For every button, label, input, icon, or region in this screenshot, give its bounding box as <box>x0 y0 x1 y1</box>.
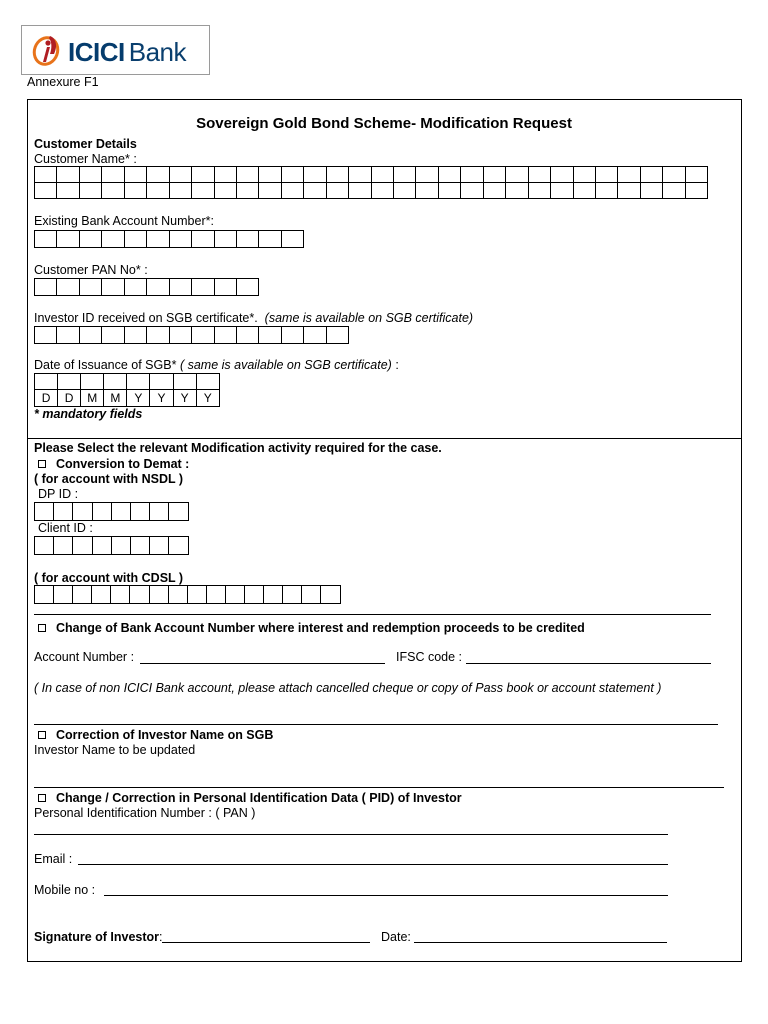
issuance-date-note: ( same is available on SGB certificate) <box>179 358 392 372</box>
signature-line[interactable] <box>162 942 370 943</box>
option-pid[interactable] <box>38 790 462 806</box>
char-box[interactable] <box>79 279 101 296</box>
char-box[interactable] <box>506 183 528 199</box>
char-box[interactable] <box>573 183 595 199</box>
char-box[interactable] <box>192 167 214 183</box>
separator-line <box>34 614 711 615</box>
customer-name-label: Customer Name* : <box>34 152 137 166</box>
bank-change-note: ( In case of non ICICI Bank account, please attach cancelled cheque or copy of Pass book or account statement ) <box>34 681 662 695</box>
mobile-line[interactable] <box>104 895 668 896</box>
modification-heading: Please Select the relevant Modification activity required for the case. <box>34 441 442 455</box>
mandatory-note: * mandatory fields <box>34 407 143 421</box>
char-box[interactable] <box>438 183 460 199</box>
char-box[interactable] <box>281 167 303 183</box>
char-box[interactable] <box>168 586 187 604</box>
name-correction-label: Correction of Investor Name on SGB <box>56 728 274 742</box>
section-divider <box>28 438 741 439</box>
bank-change-label: Change of Bank Account Number where interest and redemption proceeds to be credited <box>56 621 585 635</box>
char-box[interactable] <box>54 537 73 555</box>
char-box[interactable] <box>147 231 169 248</box>
char-box[interactable] <box>192 183 214 199</box>
char-box[interactable] <box>394 167 416 183</box>
char-box[interactable] <box>595 183 617 199</box>
investor-id-text: Investor ID received on SGB certificate*. <box>34 311 258 325</box>
char-box[interactable] <box>35 167 57 183</box>
char-box[interactable] <box>326 327 348 344</box>
char-box[interactable] <box>35 183 57 199</box>
char-box[interactable] <box>169 503 188 521</box>
char-box[interactable] <box>149 586 168 604</box>
account-number-line[interactable] <box>140 663 385 664</box>
char-box[interactable] <box>281 231 303 248</box>
account-number-grid[interactable] <box>34 230 304 248</box>
char-box[interactable] <box>73 537 92 555</box>
char-box[interactable] <box>663 183 685 199</box>
investor-id-grid[interactable] <box>34 326 349 344</box>
char-box[interactable] <box>528 183 550 199</box>
char-box[interactable] <box>147 279 169 296</box>
pid-label: Change / Correction in Personal Identification Data ( PID) of Investor <box>56 791 462 805</box>
bank-change-checkbox[interactable] <box>38 624 46 632</box>
logo-brand: ICICI <box>68 37 125 67</box>
char-box[interactable] <box>35 586 54 604</box>
char-box[interactable] <box>304 183 326 199</box>
annexure-label: Annexure F1 <box>27 75 99 89</box>
logo-bank: Bank <box>128 37 186 67</box>
char-box[interactable] <box>79 167 101 183</box>
char-box[interactable]: D <box>58 390 81 407</box>
char-box[interactable] <box>57 183 79 199</box>
ifsc-label: IFSC code : <box>396 650 462 664</box>
char-box[interactable] <box>483 183 505 199</box>
signature-colon: : <box>159 930 163 944</box>
char-box[interactable] <box>663 167 685 183</box>
mobile-label: Mobile no : <box>34 883 96 897</box>
char-box[interactable] <box>259 327 281 344</box>
char-box[interactable] <box>281 327 303 344</box>
char-box[interactable] <box>416 167 438 183</box>
char-box[interactable] <box>236 327 258 344</box>
char-box[interactable] <box>79 231 101 248</box>
char-box[interactable] <box>349 183 371 199</box>
char-box[interactable] <box>349 167 371 183</box>
char-box[interactable] <box>57 279 79 296</box>
char-box[interactable] <box>618 183 640 199</box>
char-box[interactable] <box>102 167 124 183</box>
char-box[interactable] <box>147 167 169 183</box>
char-box[interactable] <box>551 167 573 183</box>
char-box[interactable] <box>124 279 146 296</box>
nsdl-label: ( for account with NSDL ) <box>34 472 184 486</box>
char-box[interactable] <box>35 537 54 555</box>
char-box[interactable] <box>92 537 111 555</box>
issuance-date-text: Date of Issuance of SGB* <box>34 358 177 372</box>
char-box[interactable] <box>127 374 150 390</box>
char-box[interactable] <box>35 503 54 521</box>
char-box[interactable] <box>196 374 219 390</box>
demat-label: Conversion to Demat : <box>56 457 190 471</box>
char-box[interactable] <box>173 374 196 390</box>
char-box[interactable] <box>259 231 281 248</box>
signature-date-line[interactable] <box>414 942 667 943</box>
char-box[interactable] <box>326 183 348 199</box>
email-label: Email : <box>34 852 73 866</box>
char-box[interactable] <box>54 586 73 604</box>
char-box[interactable] <box>640 167 662 183</box>
pid-checkbox[interactable] <box>38 794 46 802</box>
char-box[interactable] <box>528 167 550 183</box>
char-box[interactable] <box>214 183 236 199</box>
char-box[interactable] <box>150 503 169 521</box>
customer-name-grid[interactable] <box>34 166 708 199</box>
char-box[interactable] <box>225 586 244 604</box>
char-box[interactable]: Y <box>150 390 173 407</box>
char-box[interactable] <box>92 586 111 604</box>
char-box[interactable] <box>187 586 206 604</box>
char-box[interactable] <box>283 586 302 604</box>
char-box[interactable] <box>35 327 57 344</box>
cdsl-label: ( for account with CDSL ) <box>34 571 184 585</box>
char-box[interactable] <box>483 167 505 183</box>
signature-date-label: Date: <box>381 930 411 944</box>
char-box[interactable] <box>214 231 236 248</box>
char-box[interactable] <box>169 537 188 555</box>
char-box[interactable] <box>57 167 79 183</box>
char-box[interactable] <box>551 183 573 199</box>
char-box[interactable] <box>102 279 124 296</box>
char-box[interactable] <box>169 279 191 296</box>
char-box[interactable] <box>264 586 283 604</box>
char-box[interactable] <box>169 231 191 248</box>
char-box[interactable] <box>35 231 57 248</box>
char-box[interactable] <box>206 586 225 604</box>
char-box[interactable]: Y <box>127 390 150 407</box>
char-box[interactable] <box>371 183 393 199</box>
account-number-label: Existing Bank Account Number*: <box>34 214 214 228</box>
char-box[interactable] <box>685 167 707 183</box>
investor-id-note: (same is available on SGB certificate) <box>264 311 474 325</box>
separator-line <box>34 724 718 725</box>
char-box[interactable] <box>394 183 416 199</box>
char-box[interactable] <box>302 586 321 604</box>
char-box[interactable] <box>35 374 58 390</box>
issuance-date-grid[interactable] <box>34 373 220 407</box>
char-box[interactable]: Y <box>196 390 219 407</box>
char-box[interactable] <box>236 183 258 199</box>
char-box[interactable] <box>147 327 169 344</box>
char-box[interactable] <box>150 537 169 555</box>
char-box[interactable] <box>506 167 528 183</box>
char-box[interactable] <box>236 167 258 183</box>
issuance-date-label <box>34 357 399 373</box>
dp-id-grid[interactable] <box>34 502 189 521</box>
signature-text: Signature of Investor <box>34 930 160 944</box>
signature-label <box>34 929 163 945</box>
char-box[interactable] <box>192 231 214 248</box>
char-box[interactable] <box>73 586 92 604</box>
char-box[interactable] <box>124 167 146 183</box>
char-box[interactable] <box>169 327 191 344</box>
char-box[interactable] <box>259 167 281 183</box>
char-box[interactable] <box>236 279 258 296</box>
char-box[interactable] <box>371 167 393 183</box>
char-box[interactable] <box>192 327 214 344</box>
char-box[interactable] <box>214 279 236 296</box>
char-box[interactable] <box>192 279 214 296</box>
demat-checkbox[interactable] <box>38 460 46 468</box>
char-box[interactable]: D <box>35 390 58 407</box>
char-box[interactable] <box>73 503 92 521</box>
logo-text <box>68 38 186 66</box>
char-box[interactable] <box>57 327 79 344</box>
pid-pan-label: Personal Identification Number : ( PAN ) <box>34 806 256 820</box>
char-box[interactable] <box>214 167 236 183</box>
char-box[interactable] <box>102 231 124 248</box>
char-box[interactable] <box>169 167 191 183</box>
char-box[interactable] <box>54 503 73 521</box>
char-box[interactable] <box>618 167 640 183</box>
char-box[interactable] <box>640 183 662 199</box>
char-box[interactable] <box>214 327 236 344</box>
customer-details-heading: Customer Details <box>34 137 137 151</box>
client-id-grid[interactable] <box>34 536 189 555</box>
ifsc-line[interactable] <box>466 663 711 664</box>
char-box[interactable] <box>416 183 438 199</box>
char-box[interactable] <box>124 183 146 199</box>
char-box[interactable] <box>326 167 348 183</box>
bank-logo <box>21 25 210 75</box>
char-box[interactable] <box>236 231 258 248</box>
icici-i-icon <box>30 32 64 68</box>
char-box[interactable] <box>259 183 281 199</box>
char-box[interactable] <box>281 183 303 199</box>
char-box[interactable]: Y <box>173 390 196 407</box>
char-box[interactable] <box>104 374 127 390</box>
char-box[interactable] <box>81 374 104 390</box>
char-box[interactable] <box>102 327 124 344</box>
char-box[interactable]: M <box>81 390 104 407</box>
pid-pan-line[interactable] <box>34 834 668 835</box>
account-number-field-label: Account Number : <box>34 650 135 664</box>
char-box[interactable] <box>573 167 595 183</box>
char-box[interactable] <box>111 537 130 555</box>
char-box[interactable] <box>79 327 101 344</box>
char-box[interactable] <box>147 183 169 199</box>
char-box[interactable] <box>321 586 340 604</box>
char-box[interactable] <box>304 167 326 183</box>
cdsl-grid[interactable] <box>34 585 341 604</box>
client-id-label: Client ID : <box>38 521 93 535</box>
email-line[interactable] <box>78 864 668 865</box>
char-box[interactable] <box>245 586 264 604</box>
char-box[interactable] <box>92 503 111 521</box>
char-box[interactable]: M <box>104 390 127 407</box>
char-box[interactable] <box>111 586 130 604</box>
name-update-label: Investor Name to be updated <box>34 743 196 757</box>
investor-id-label <box>34 310 473 326</box>
char-box[interactable] <box>124 327 146 344</box>
char-box[interactable] <box>130 503 149 521</box>
char-box[interactable] <box>79 183 101 199</box>
char-box[interactable] <box>685 183 707 199</box>
char-box[interactable] <box>438 167 460 183</box>
char-box[interactable] <box>102 183 124 199</box>
pan-grid[interactable] <box>34 278 259 296</box>
form-title: Sovereign Gold Bond Scheme- Modification Request <box>196 115 572 132</box>
name-correction-checkbox[interactable] <box>38 731 46 739</box>
char-box[interactable] <box>304 327 326 344</box>
char-box[interactable] <box>124 231 146 248</box>
char-box[interactable] <box>111 503 130 521</box>
char-box[interactable] <box>461 167 483 183</box>
option-name-correction[interactable] <box>38 727 273 743</box>
char-box[interactable] <box>130 586 149 604</box>
char-box[interactable] <box>150 374 173 390</box>
char-box[interactable] <box>35 279 57 296</box>
issuance-date-colon: : <box>395 358 399 372</box>
option-demat[interactable] <box>38 456 189 472</box>
dp-id-label: DP ID : <box>38 487 79 501</box>
pan-label: Customer PAN No* : <box>34 263 148 277</box>
char-box[interactable] <box>461 183 483 199</box>
char-box[interactable] <box>130 537 149 555</box>
option-bank-change[interactable] <box>38 620 585 636</box>
char-box[interactable] <box>57 231 79 248</box>
char-box[interactable] <box>58 374 81 390</box>
name-update-line[interactable] <box>34 787 724 788</box>
char-box[interactable] <box>595 167 617 183</box>
char-box[interactable] <box>169 183 191 199</box>
